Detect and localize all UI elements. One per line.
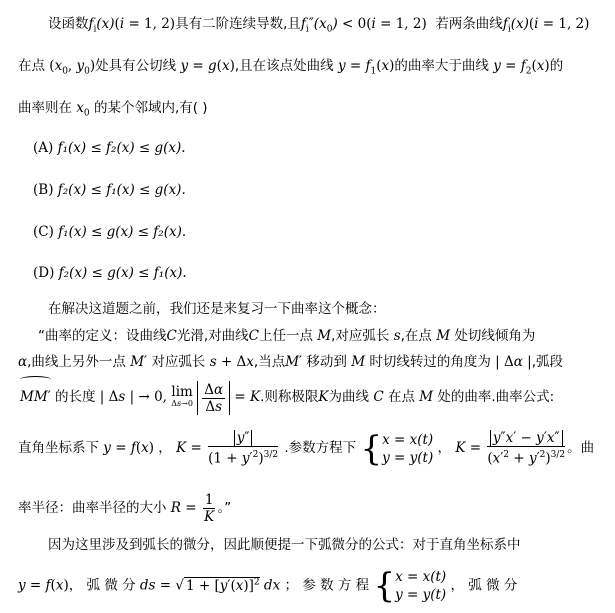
curvature-formula-line: 直角坐标系下 y = f(x) ， K = $\frac{y''}{(1 + y'^2)^{3/2}}$ .参数方程下 { x = x(t) y = y(t) ， K = $\frac{y''x' - y'x''}{(x'^2 + y'^2)^{3/2}}$ 。曲	[18, 428, 595, 469]
option-d	[33, 264, 187, 282]
def-l5-a: 率半径：曲率半径的大小	[18, 500, 167, 516]
problem-line-2: 在点 ($x_0$, $y_0$)处具有公切线 y = g(x),且在该点处曲线 $y = f_1(x)$的曲率大于曲线 $y = f_2(x)$的	[18, 58, 564, 77]
def-l2-c: ,当点	[253, 354, 286, 370]
problem-line2-c: ,且在该点处曲线	[234, 58, 334, 74]
def-l3-e: 在点	[387, 389, 415, 405]
arc-formula-line: y = f(x)， 弧 微 分 ds = √ $1 + [y'(x)]^2$ dx ； 参 数 方 程 { x = x(t) y = y(t) ， 弧 微 分	[18, 566, 518, 606]
problem-line3-a: 曲率则在	[18, 100, 72, 116]
option-c	[33, 223, 186, 241]
problem-line2-d: 的曲率大于曲线	[394, 58, 489, 74]
math-fi-x: $f_i(x)$	[88, 16, 115, 35]
arc-mm: MM′	[20, 380, 51, 414]
option-a-label: (A)	[33, 140, 54, 156]
option-d-expr: f₂(x) ≤ g(x) ≤ f₁(x).	[58, 265, 187, 281]
definition-line-1: “曲率的定义：设曲线C光滑,对曲线C上任一点 M,对应弧长 s,在点 M 处切线倾角为	[38, 328, 536, 344]
def-f: 处切线倾角为	[454, 328, 536, 344]
def-l5-b: 。”	[217, 500, 232, 516]
def-l3-d: 为曲线	[328, 389, 370, 405]
definition-line-2: α,曲线上另外一点 M′ 对应弧长 s + Δx,当点M′ 移动到 M 时切线转过的角度为 | Δα |,弧段	[18, 354, 563, 370]
review-intro: 在解决这道题之前，我们还是来复习一下曲率这个概念：	[48, 301, 386, 317]
def-l4-c: 。曲	[567, 440, 595, 456]
def-e: ,在点	[400, 328, 432, 344]
radius-frac: $\frac{1}{K}$	[204, 492, 215, 525]
dalpha-ds-frac: $\frac{\Delta\alpha}{\Delta s}$	[204, 381, 224, 415]
problem-line3-b: 的某个邻域内,有( )	[93, 100, 208, 116]
arc-l2-c: ， 弧 微 分	[450, 577, 518, 594]
def-l3-a: 的长度	[55, 389, 96, 405]
def-l4-b: .参数方程下	[284, 440, 357, 456]
option-d-label: (D)	[33, 265, 55, 281]
def-l2-e: 时切线转过的角度为	[369, 354, 491, 370]
definition-line-3: MM′ 的长度 | Δs | → 0, lim Δs→0 $\frac{\Delta\alpha}{\Delta s}$ = K.则称极限K为曲线 C 在点 M 处的曲率.曲率公式:	[20, 381, 555, 415]
option-a-expr: f₁(x) ≤ f₂(x) ≤ g(x).	[57, 140, 186, 156]
def-l3-f: 处的曲率.曲率公式:	[437, 389, 555, 405]
arc-l2-a: ， 弧 微 分	[68, 577, 136, 594]
def-l2-f: ,弧段	[531, 354, 563, 370]
arc-param-system: x = x(t) y = y(t)	[395, 569, 447, 603]
option-c-expr: f₁(x) ≤ g(x) ≤ f₂(x).	[58, 224, 187, 240]
arc-intro: 因为这里涉及到弧长的微分，因此顺便提一下弧微分的公式：对于直角坐标系中	[48, 537, 521, 553]
arc-l2-b: ； 参 数 方 程	[284, 577, 370, 594]
def-l2-d: 移动到	[306, 354, 347, 370]
problem-line2-b: 处具有公切线	[95, 58, 177, 74]
def-l3-b: ,	[162, 389, 167, 405]
def-c: 上任一点	[258, 328, 313, 344]
problem-intro-c: 若两条曲线	[435, 16, 503, 32]
radius-line: 率半径：曲率半径的大小 R = $\frac{1}{K}$ 。”	[18, 492, 232, 525]
cartesian-curvature-frac: $\frac{y''}{(1 + y'^2)^{3/2}}$	[208, 430, 279, 467]
option-b-expr: f₂(x) ≤ f₁(x) ≤ g(x).	[57, 182, 186, 198]
problem-line2-e: 的	[549, 58, 564, 74]
def-l3-c: .则称极限	[260, 389, 319, 405]
def-l2-a: ,曲线上另外一点	[27, 354, 126, 370]
def-a: “曲率的定义：设曲线	[38, 328, 167, 344]
def-l2-b: 对应弧长	[151, 354, 206, 370]
problem-line-1: 设函数$f_i(x)(i = 1$, 2)具有二阶连续导数,且$f_i''(x_0) < 0(i = 1$, 2) 若两条曲线$f_i(x)(i = 1$, 2)	[48, 16, 590, 35]
option-a	[33, 139, 186, 157]
option-b-label: (B)	[33, 182, 54, 198]
def-l4-a: 直角坐标系下	[18, 440, 99, 456]
param-system: x = x(t) y = y(t)	[382, 431, 434, 466]
param-brace: {	[360, 428, 383, 469]
lim-operator: lim Δs→0	[171, 383, 193, 408]
option-c-label: (C)	[33, 224, 54, 240]
problem-line-3: 曲率则在 $x_0$ 的某个邻域内,有( )	[18, 100, 208, 119]
arc-param-brace: {	[373, 566, 396, 606]
arc-sqrt: $1 + [y'(x)]^2$	[185, 577, 260, 594]
problem-intro-a: 设函数	[48, 16, 89, 32]
option-b	[33, 181, 186, 199]
def-b: 光滑,对曲线	[176, 328, 249, 344]
problem-line2-a: 在点	[18, 58, 45, 74]
param-curvature-frac: $\frac{y''x' - y'x''}{(x'^2 + y'^2)^{3/2}}$	[487, 430, 566, 467]
def-d: ,对应弧长	[331, 328, 390, 344]
problem-intro-b: 具有二阶连续导数,且	[175, 16, 301, 32]
math-fi-second-deriv: $f_i''(x_0)$	[300, 16, 338, 35]
